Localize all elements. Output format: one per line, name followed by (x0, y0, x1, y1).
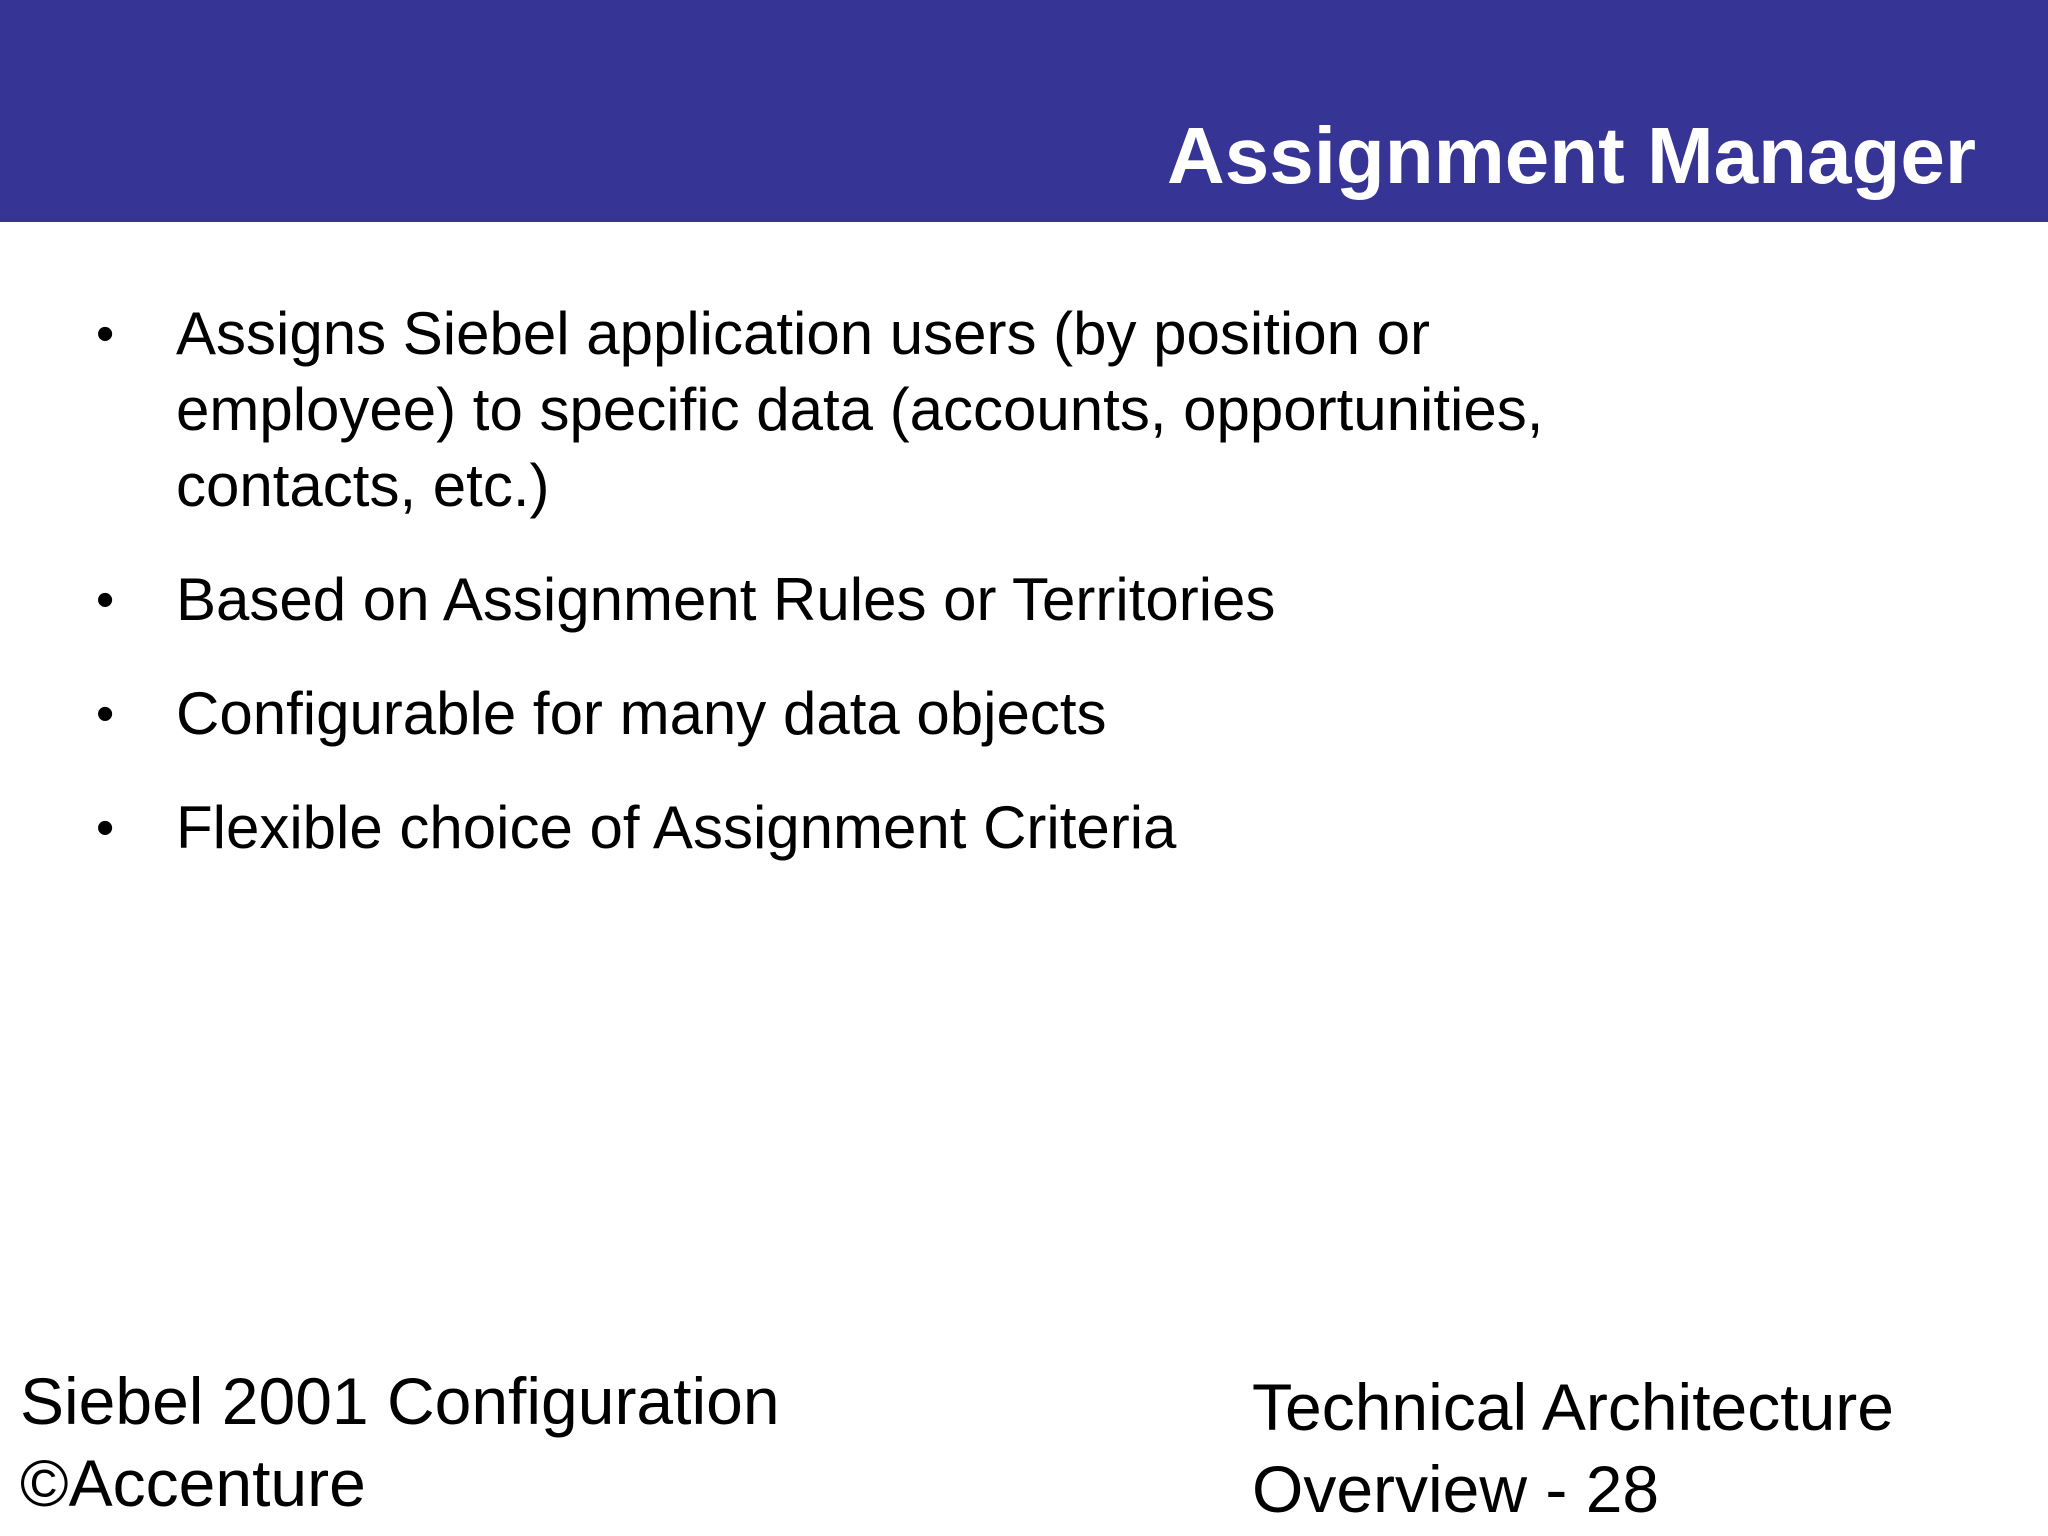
footer-page-number: Overview - 28 (1252, 1452, 1660, 1526)
footer-copyright: ©Accenture (20, 1446, 366, 1520)
bullet-text: Based on Assignment Rules or Territories (176, 566, 1276, 633)
bullet-text: Assigns Siebel application users (by position or employee) to specific data (accounts, opportunities, contacts, etc.) (176, 300, 1544, 519)
footer-right (1252, 1366, 1894, 1530)
bullet-item (0, 562, 1800, 638)
footer-left (20, 1360, 780, 1524)
bullet-item (0, 790, 1800, 866)
bullet-dot-icon: • (96, 799, 115, 857)
bullet-dot-icon: • (96, 571, 115, 629)
bullet-list (0, 296, 1800, 904)
bullet-item (0, 296, 1676, 524)
bullet-item (0, 676, 1800, 752)
bullet-dot-icon: • (96, 685, 115, 743)
bullet-text: Configurable for many data objects (176, 680, 1107, 747)
bullet-dot-icon: • (96, 305, 115, 363)
slide-title: Assignment Manager (1166, 111, 1976, 200)
bullet-text: Flexible choice of Assignment Criteria (176, 794, 1177, 861)
footer-section-title: Technical Architecture (1252, 1370, 1894, 1444)
title-bar (0, 0, 2048, 222)
footer-course-title: Siebel 2001 Configuration (20, 1364, 780, 1438)
